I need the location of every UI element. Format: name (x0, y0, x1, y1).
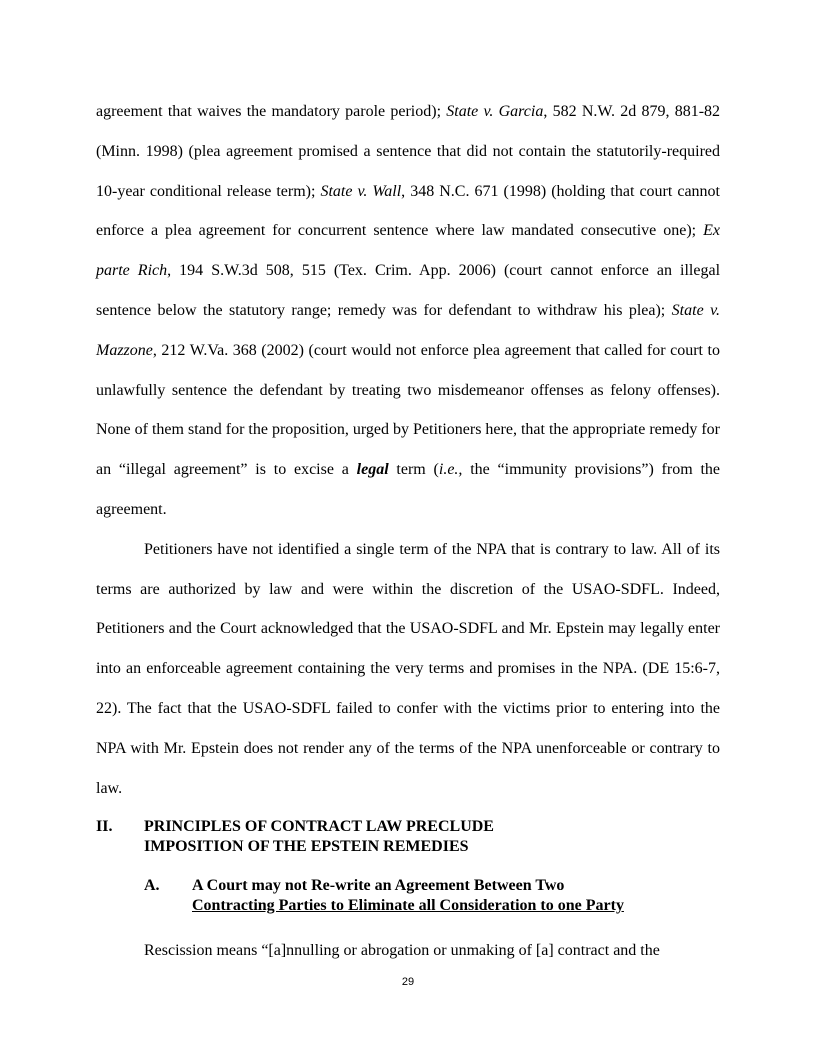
text-run: the “immunity provisions”) from the agreement. (96, 461, 720, 518)
case-name: State v. Mazzone (96, 301, 720, 359)
section-number: II. (96, 818, 113, 836)
subsection-heading (144, 876, 720, 916)
subsection-title-line: A Court may not Re-write an Agreement Between Two (192, 877, 565, 895)
text-run: , 194 S.W.3d 508, 515 (Tex. Crim. App. 2006) (court cannot enforce an illegal sentence below the statutory range; remedy was for defendant to withdraw his plea); (96, 262, 721, 319)
document-page (96, 92, 720, 971)
case-name: Ex parte Rich (96, 222, 720, 280)
page-number: 29 (401, 976, 415, 988)
text-run: term ( (388, 461, 439, 479)
subsection-letter: A. (144, 877, 160, 895)
subsection-title-line: Contracting Parties to Eliminate all Consideration to one Party (192, 897, 624, 915)
case-name: State v. Garcia (446, 103, 544, 120)
text-run: , 212 W.Va. 368 (2002) (court would not enforce plea agreement that called for court to unlawfully sentence the defendant by treating two misdemeanor offenses as felony offenses). None of them stand for the proposition, urged by Petitioners here, that the appropriate remedy for an “illegal agreement” is to excise a (96, 341, 720, 479)
text-run: agreement that waives the mandatory parole period); (96, 103, 447, 120)
section-title (144, 817, 494, 857)
body-paragraph-rescission: Rescission means “[a]nnulling or abrogation or unmaking of [a] contract and the (144, 942, 660, 960)
subsection-title (192, 876, 624, 916)
abbreviation: i.e., (438, 461, 463, 479)
emphasis-term: legal (356, 461, 389, 479)
body-paragraph-npa-terms: Petitioners have not identified a single term of the NPA that is contrary to law. All of its terms are authorized by law and were within the discretion of the USAO-SDFL. Indeed, Petitioners and the Court acknowledged that the USAO-SDFL and Mr. Epstein may legally enter into an enforceable agreement containing the very terms and promises in the NPA. (DE 15:6-7, 22). The fact that the USAO-SDFL failed to confer with the victims prior to entering into the NPA with Mr. Epstein does not render any of the terms of the NPA unenforceable or contrary to law. (96, 540, 720, 797)
section-title-line: PRINCIPLES OF CONTRACT LAW PRECLUDE (144, 818, 494, 836)
body-paragraph-case-citations (96, 92, 720, 530)
text-run: , 348 N.C. 671 (1998) (holding that court cannot enforce a plea agreement for concurrent sentence where law mandated consecutive one); (96, 182, 721, 240)
section-heading (96, 817, 720, 857)
case-name: State v. Wall (320, 182, 402, 200)
text-run: , 582 N.W. 2d 879, 881-82 (Minn. 1998) (plea agreement promised a sentence that did not contain the statutorily-required 10-year conditional release term); (96, 103, 721, 200)
section-title-line: IMPOSITION OF THE EPSTEIN REMEDIES (144, 838, 469, 856)
